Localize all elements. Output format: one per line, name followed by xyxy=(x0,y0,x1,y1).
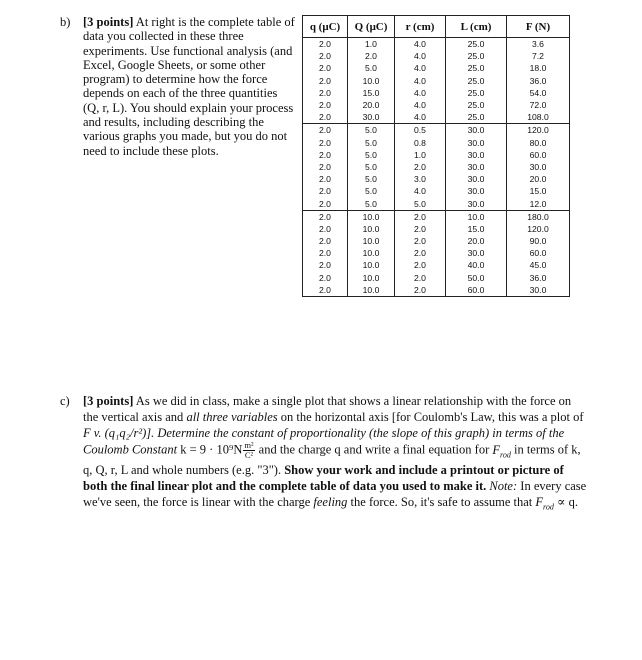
table-cell: 80.0 xyxy=(507,137,570,149)
table-cell: 2.0 xyxy=(303,197,348,210)
table-cell: 2.0 xyxy=(303,75,348,87)
table-cell: 20.0 xyxy=(348,99,395,111)
table-row xyxy=(303,99,570,111)
table-cell: 36.0 xyxy=(507,272,570,284)
table-cell: 2.0 xyxy=(303,149,348,161)
table-cell: 5.0 xyxy=(348,62,395,74)
table-cell: 10.0 xyxy=(348,75,395,87)
table-cell: 2.0 xyxy=(395,210,446,223)
table-cell: 25.0 xyxy=(446,38,507,51)
table-cell: 25.0 xyxy=(446,87,507,99)
table-cell: 10.0 xyxy=(348,235,395,247)
table-cell: 2.0 xyxy=(303,272,348,284)
table-cell: 2.0 xyxy=(303,210,348,223)
table-cell: 10.0 xyxy=(348,223,395,235)
table-cell: 36.0 xyxy=(507,75,570,87)
part-c-coulomb-plot: F v. (q₁q₂/r²)]. Determine the constant of proportionality (the slope of this graph) in terms of the Coulomb Constant xyxy=(83,425,565,457)
table-cell: 2.0 xyxy=(303,161,348,173)
table-cell: 50.0 xyxy=(446,272,507,284)
table-cell: 2.0 xyxy=(303,62,348,74)
coulomb-constant: k = 9 · 10⁹N xyxy=(180,442,243,457)
table-cell: 18.0 xyxy=(507,62,570,74)
part-c-points: [3 points] xyxy=(83,394,134,408)
table-cell: 12.0 xyxy=(507,197,570,210)
part-c-text-8: the force. So, it's safe to assume that xyxy=(350,494,533,509)
part-c-marker: c) xyxy=(60,394,70,408)
table-cell: 54.0 xyxy=(507,87,570,99)
table-cell: 2.0 xyxy=(303,38,348,51)
data-table-header-row xyxy=(303,16,570,38)
table-row xyxy=(303,62,570,74)
table-cell: 2.0 xyxy=(303,247,348,259)
table-row xyxy=(303,247,570,259)
part-b-text xyxy=(83,15,295,158)
f-rod-symbol-2 xyxy=(535,494,554,512)
table-cell: 30.0 xyxy=(446,137,507,149)
note-label: Note: xyxy=(489,478,518,493)
table-cell: 5.0 xyxy=(348,137,395,149)
table-cell: 3.6 xyxy=(507,38,570,51)
table-cell: 2.0 xyxy=(303,259,348,271)
table-cell: 2.0 xyxy=(395,235,446,247)
table-cell: 2.0 xyxy=(395,223,446,235)
part-c-bold-instruction: Show your work and include a printout or picture of both the final linear plot and the complete table of data you used to make it. xyxy=(83,463,564,493)
table-cell: 20.0 xyxy=(507,173,570,185)
part-c-text xyxy=(83,394,589,515)
table-cell: 5.0 xyxy=(348,161,395,173)
table-cell: 4.0 xyxy=(395,62,446,74)
table-cell: 2.0 xyxy=(303,137,348,149)
f-symbol: F xyxy=(492,442,501,457)
table-cell: 1.0 xyxy=(348,38,395,51)
feeling-emphasis: feeling xyxy=(313,494,348,509)
table-cell: 60.0 xyxy=(446,284,507,297)
table-cell: 0.5 xyxy=(395,124,446,137)
table-row xyxy=(303,210,570,223)
header-L: L (cm) xyxy=(446,16,507,38)
f-rod-symbol xyxy=(492,442,511,460)
table-cell: 4.0 xyxy=(395,87,446,99)
table-cell: 10.0 xyxy=(348,259,395,271)
table-cell: 2.0 xyxy=(303,111,348,124)
table-cell: 10.0 xyxy=(348,247,395,259)
header-r: r (cm) xyxy=(395,16,446,38)
table-cell: 2.0 xyxy=(303,124,348,137)
table-cell: 25.0 xyxy=(446,62,507,74)
table-cell: 40.0 xyxy=(446,259,507,271)
table-row xyxy=(303,75,570,87)
table-cell: 2.0 xyxy=(303,235,348,247)
table-cell: 25.0 xyxy=(446,50,507,62)
table-cell: 15.0 xyxy=(348,87,395,99)
table-cell: 4.0 xyxy=(395,185,446,197)
proportional-q: ∝ q. xyxy=(557,494,578,509)
table-cell: 30.0 xyxy=(446,247,507,259)
header-F: F (N) xyxy=(507,16,570,38)
table-cell: 5.0 xyxy=(348,197,395,210)
table-row xyxy=(303,185,570,197)
table-cell: 30.0 xyxy=(507,161,570,173)
header-q: q (μC) xyxy=(303,16,348,38)
units-denominator: C² xyxy=(244,450,254,461)
table-row xyxy=(303,161,570,173)
table-cell: 4.0 xyxy=(395,50,446,62)
table-cell: 0.8 xyxy=(395,137,446,149)
table-cell: 30.0 xyxy=(446,173,507,185)
table-cell: 2.0 xyxy=(395,247,446,259)
f-symbol-2: F xyxy=(535,494,544,509)
table-row xyxy=(303,124,570,137)
table-cell: 2.0 xyxy=(303,284,348,297)
table-cell: 5.0 xyxy=(348,149,395,161)
table-cell: 2.0 xyxy=(303,173,348,185)
table-cell: 30.0 xyxy=(446,185,507,197)
part-b-marker: b) xyxy=(60,15,71,29)
coulomb-units-fraction xyxy=(243,441,254,460)
header-Q: Q (μC) xyxy=(348,16,395,38)
table-cell: 10.0 xyxy=(348,272,395,284)
table-cell: 30.0 xyxy=(446,161,507,173)
units-numerator: m² xyxy=(244,440,254,451)
table-cell: 4.0 xyxy=(395,111,446,124)
table-row xyxy=(303,197,570,210)
table-cell: 5.0 xyxy=(395,197,446,210)
table-cell: 30.0 xyxy=(446,197,507,210)
table-cell: 45.0 xyxy=(507,259,570,271)
table-row xyxy=(303,87,570,99)
table-cell: 2.0 xyxy=(303,223,348,235)
table-cell: 15.0 xyxy=(507,185,570,197)
table-cell: 5.0 xyxy=(348,185,395,197)
table-cell: 25.0 xyxy=(446,99,507,111)
table-cell: 60.0 xyxy=(507,149,570,161)
table-cell: 72.0 xyxy=(507,99,570,111)
table-cell: 25.0 xyxy=(446,75,507,87)
table-cell: 10.0 xyxy=(446,210,507,223)
part-c-text-5: and the charge q and write a final equation for xyxy=(258,442,490,457)
table-cell: 2.0 xyxy=(395,259,446,271)
table-cell: 25.0 xyxy=(446,111,507,124)
table-cell: 3.0 xyxy=(395,173,446,185)
table-cell: 120.0 xyxy=(507,223,570,235)
table-cell: 5.0 xyxy=(348,124,395,137)
part-c-text-6: in terms of k, q, Q, r, L and whole numbers (e.g. "3"). xyxy=(83,442,581,478)
table-row xyxy=(303,272,570,284)
table-cell: 2.0 xyxy=(303,99,348,111)
part-c-text-1: As we did in class, make a single plot that shows a linear relationship with the force on the vertical axis and xyxy=(83,394,572,424)
table-cell: 30.0 xyxy=(507,284,570,297)
table-cell: 10.0 xyxy=(348,284,395,297)
table-row xyxy=(303,284,570,297)
table-cell: 90.0 xyxy=(507,235,570,247)
table-row xyxy=(303,259,570,271)
table-cell: 108.0 xyxy=(507,111,570,124)
table-row xyxy=(303,149,570,161)
table-cell: 2.0 xyxy=(395,272,446,284)
table-row xyxy=(303,235,570,247)
part-c-text-7: In every case we've seen, the force is linear with the charge xyxy=(83,478,587,509)
table-cell: 10.0 xyxy=(348,210,395,223)
table-cell: 2.0 xyxy=(303,185,348,197)
table-cell: 120.0 xyxy=(507,124,570,137)
table-cell: 4.0 xyxy=(395,75,446,87)
table-row xyxy=(303,173,570,185)
table-cell: 2.0 xyxy=(348,50,395,62)
table-cell: 15.0 xyxy=(446,223,507,235)
table-row xyxy=(303,137,570,149)
part-c-text-3: on the horizontal axis [for Coulomb's Law, this was a plot of xyxy=(280,409,584,424)
part-b-body: At right is the complete table of data you collected in these three experiments. Use functional analysis (and Excel, Google Sheets, or some other program) to determine how the force depends on each of the three quantities (Q, r, L). You should explain your process and results, including describing the various graphs you made, but you do not need to include these plots. xyxy=(83,15,295,158)
table-cell: 20.0 xyxy=(446,235,507,247)
table-cell: 5.0 xyxy=(348,173,395,185)
table-row xyxy=(303,38,570,51)
part-b-points: [3 points] xyxy=(83,15,134,29)
data-table xyxy=(302,15,570,297)
table-row xyxy=(303,223,570,235)
table-cell: 1.0 xyxy=(395,149,446,161)
table-cell: 30.0 xyxy=(446,124,507,137)
part-c-emphasis-all-three: all three variables xyxy=(186,409,278,424)
table-cell: 4.0 xyxy=(395,99,446,111)
table-cell: 7.2 xyxy=(507,50,570,62)
table-cell: 60.0 xyxy=(507,247,570,259)
table-cell: 30.0 xyxy=(446,149,507,161)
table-cell: 180.0 xyxy=(507,210,570,223)
table-cell: 30.0 xyxy=(348,111,395,124)
table-cell: 2.0 xyxy=(303,87,348,99)
table-cell: 2.0 xyxy=(395,161,446,173)
table-row xyxy=(303,50,570,62)
table-cell: 2.0 xyxy=(395,284,446,297)
data-table-body xyxy=(303,38,570,297)
table-row xyxy=(303,111,570,124)
table-cell: 4.0 xyxy=(395,38,446,51)
table-cell: 2.0 xyxy=(303,50,348,62)
rod-subscript: rod xyxy=(500,450,511,460)
rod-subscript-2: rod xyxy=(543,502,554,512)
